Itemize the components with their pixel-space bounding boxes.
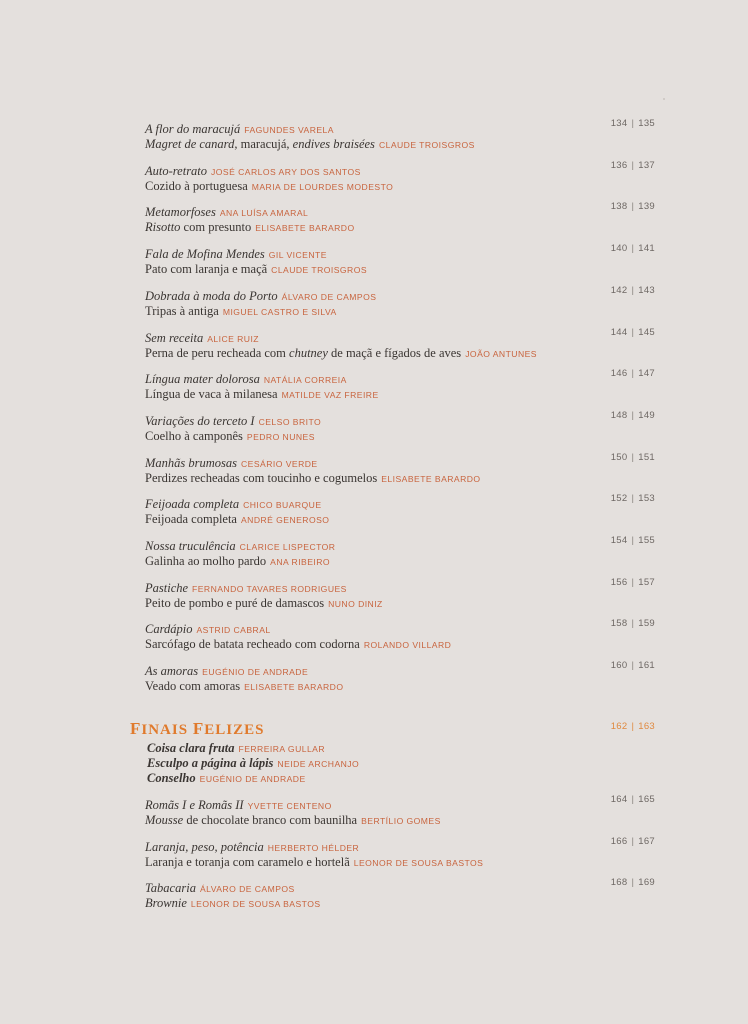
page-left: 142 — [610, 284, 628, 296]
recipe-title-part: de chocolate branco com baunilha — [183, 813, 358, 827]
recipe-author: PEDRO NUNES — [246, 431, 315, 442]
poem-author: GIL VICENTE — [268, 250, 327, 261]
toc-entry — [145, 581, 665, 611]
poem-title: Romãs I e Romãs II — [145, 798, 244, 812]
poem-line — [145, 622, 665, 637]
recipe-author: NUNO DINIZ — [328, 598, 383, 609]
page-numbers — [611, 408, 655, 423]
recipe-title-part: , maracujá, — [234, 137, 293, 151]
page-left: 158 — [610, 618, 628, 630]
page-separator: | — [631, 118, 635, 129]
recipe-line — [145, 512, 665, 527]
page-numbers — [611, 158, 655, 173]
toc-entry — [145, 539, 665, 569]
recipe-author: ELISABETE BARARDO — [381, 473, 481, 484]
page-separator: | — [631, 794, 635, 805]
page-left: 152 — [610, 493, 628, 505]
poem-author: FAGUNDES VARELA — [244, 125, 334, 135]
page-right: 135 — [638, 118, 655, 129]
recipe-title-part: Mousse — [145, 813, 184, 827]
section-poem-title: Conselho — [147, 771, 196, 785]
recipe-author: BERTÍLIO GOMES — [361, 816, 441, 826]
page-separator: | — [631, 835, 635, 847]
poem-line — [145, 205, 665, 220]
recipe-line — [145, 813, 665, 828]
section-poem-title: Coisa clara fruta — [147, 741, 235, 755]
page-left: 156 — [610, 576, 628, 588]
page-left: 148 — [610, 409, 628, 421]
poem-line — [145, 664, 665, 679]
section-poem-list — [147, 741, 359, 786]
section-heading-initial-2: F — [192, 719, 205, 738]
page-numbers — [611, 575, 655, 590]
poem-line — [145, 881, 665, 896]
page-right: 157 — [638, 576, 655, 588]
recipe-author: LEONOR DE SOUSA BASTOS — [190, 899, 321, 909]
recipe-title-part: Feijoada completa — [145, 512, 237, 527]
poem-author: CLARICE LISPECTOR — [239, 542, 336, 552]
recipe-title-part: Tripas à antiga — [145, 303, 219, 318]
poem-author: NATÁLIA CORREIA — [263, 375, 347, 386]
recipe-title-part: Perna de peru recheada com — [145, 345, 290, 360]
section-heading-word-1: INAIS — [141, 722, 189, 738]
recipe-author: CLAUDE TROISGROS — [378, 140, 475, 150]
poem-author: ÁLVARO DE CAMPOS — [281, 291, 377, 302]
poem-line — [145, 581, 665, 596]
page-separator: | — [631, 326, 635, 338]
poem-author: ALICE RUIZ — [207, 333, 259, 344]
page-right: 141 — [638, 243, 655, 255]
page-separator: | — [631, 243, 635, 255]
page-numbers — [611, 616, 655, 631]
recipe-title-part: de maçã e fígados de aves — [327, 345, 462, 360]
toc-entry — [145, 247, 665, 277]
page-left: 134 — [610, 118, 628, 129]
section-poem-author: FERREIRA GULLAR — [238, 744, 326, 754]
poem-title: Metamorfoses — [145, 205, 216, 220]
recipe-title-part: Brownie — [145, 896, 187, 910]
page-separator: | — [631, 493, 635, 505]
poem-author: ASTRID CABRAL — [196, 625, 271, 636]
page-left: 146 — [610, 368, 628, 380]
page-right: 159 — [638, 618, 655, 630]
recipe-author: ELISABETE BARARDO — [255, 223, 355, 234]
toc-entry — [145, 881, 665, 911]
toc-entry — [145, 331, 665, 361]
recipe-line — [145, 855, 665, 870]
page-separator: | — [631, 159, 635, 171]
section-heading — [130, 719, 264, 739]
toc-entry — [145, 456, 665, 486]
page-numbers — [611, 283, 655, 298]
section-poem-author: NEIDE ARCHANJO — [277, 759, 360, 769]
page-numbers — [611, 241, 655, 256]
recipe-line — [145, 387, 665, 402]
recipe-title-part: Cozido à portuguesa — [145, 178, 248, 193]
page-separator: | — [631, 721, 635, 732]
recipe-line — [145, 262, 665, 277]
toc-entry — [145, 414, 665, 444]
recipe-title-part: Pato com laranja e maçã — [145, 262, 268, 277]
page-left: 138 — [610, 201, 628, 213]
recipe-title-part: Perdizes recheadas com toucinho e cogumelos — [145, 470, 378, 485]
page-right: 139 — [638, 201, 655, 213]
page-numbers — [611, 834, 655, 849]
recipe-title-part: com presunto — [180, 220, 252, 235]
recipe-author: ANA RIBEIRO — [270, 557, 331, 567]
page-speck — [663, 98, 665, 100]
poem-title: Manhãs brumosas — [145, 455, 238, 470]
poem-author: FERNANDO TAVARES RODRIGUES — [192, 583, 347, 594]
section-poem-title: Esculpo a página à lápis — [147, 756, 274, 770]
recipe-line — [145, 471, 665, 486]
recipe-line — [145, 346, 665, 361]
section-page-left: 162 — [610, 721, 628, 732]
recipe-author: MATILDE VAZ FREIRE — [281, 390, 379, 401]
poem-author: HERBERTO HÉLDER — [267, 842, 360, 853]
poem-line — [145, 247, 665, 262]
page-right: 153 — [638, 493, 655, 505]
page-right: 143 — [638, 284, 655, 296]
page-separator: | — [631, 409, 635, 421]
poem-title: Sem receita — [145, 330, 204, 345]
page-left: 136 — [610, 159, 628, 171]
recipe-title-part: Magret de canard — [145, 137, 235, 151]
page-left: 150 — [610, 451, 628, 463]
recipe-title-part: chutney — [289, 345, 328, 360]
page-left: 154 — [610, 535, 628, 546]
poem-line — [145, 798, 665, 813]
poem-title: Cardápio — [145, 622, 193, 637]
recipe-line — [145, 896, 665, 911]
toc-entry — [145, 622, 665, 652]
poem-author: ÁLVARO DE CAMPOS — [199, 884, 295, 894]
page-numbers — [611, 116, 655, 131]
recipe-line — [145, 429, 665, 444]
poem-author: CELSO BRITO — [258, 416, 322, 427]
page-separator: | — [631, 284, 635, 296]
poem-author: ANA LUÍSA AMARAL — [219, 208, 309, 219]
section-page-right: 163 — [638, 721, 655, 732]
section-poem — [147, 771, 359, 786]
section-poem-author: EUGÉNIO DE ANDRADE — [199, 774, 306, 784]
poem-line — [145, 497, 665, 512]
page-left: 164 — [610, 794, 628, 805]
page-numbers — [611, 366, 655, 381]
page-separator: | — [631, 660, 635, 672]
page-numbers — [611, 491, 655, 506]
toc-entry — [145, 205, 665, 235]
recipe-line — [145, 220, 665, 235]
recipe-author: MARIA DE LOURDES MODESTO — [251, 181, 394, 192]
recipe-line — [145, 637, 665, 652]
page-separator: | — [631, 201, 635, 213]
recipe-title-part: Veado com amoras — [145, 679, 241, 694]
page-left: 166 — [610, 835, 628, 847]
page-separator: | — [631, 535, 635, 546]
page-left: 168 — [610, 877, 628, 888]
poem-line — [145, 456, 665, 471]
page-numbers — [611, 792, 655, 807]
poem-title: Fala de Mofina Mendes — [145, 247, 265, 262]
poem-line — [145, 414, 665, 429]
page-separator: | — [631, 368, 635, 380]
recipe-title-part: Risotto — [145, 220, 181, 235]
page-right: 165 — [638, 794, 655, 805]
page-numbers — [611, 875, 655, 890]
poem-line — [145, 539, 665, 554]
poem-title: Laranja, peso, potência — [145, 839, 264, 854]
recipe-author: JOÃO ANTUNES — [465, 348, 537, 359]
toc-entry — [145, 840, 665, 870]
page-right: 151 — [638, 451, 655, 463]
page-numbers — [611, 450, 655, 465]
page-right: 167 — [638, 835, 655, 847]
recipe-title-part: Sarcófago de batata recheado com codorna — [145, 637, 360, 652]
poem-author: YVETTE CENTENO — [247, 801, 332, 811]
page-left: 160 — [610, 660, 628, 672]
page-right: 155 — [638, 535, 655, 546]
recipe-line — [145, 304, 665, 319]
recipe-author: ROLANDO VILLARD — [363, 640, 452, 651]
recipe-title-part: Peito de pombo e puré de damascos — [145, 595, 325, 610]
toc-entry — [145, 122, 665, 152]
poem-title: Auto-retrato — [145, 163, 208, 178]
poem-title: A flor do maracujá — [145, 122, 241, 136]
recipe-author: CLAUDE TROISGROS — [271, 265, 368, 276]
recipe-title-part: Língua de vaca à milanesa — [145, 387, 278, 402]
poem-line — [145, 289, 665, 304]
toc-entry — [145, 289, 665, 319]
page-right: 169 — [638, 877, 655, 888]
poem-author: CHICO BUARQUE — [243, 500, 322, 511]
poem-title: Variações do terceto I — [145, 413, 255, 428]
recipe-line — [145, 679, 665, 694]
toc-entry — [145, 372, 665, 402]
recipe-line — [145, 554, 665, 569]
page-right: 137 — [638, 159, 655, 171]
poem-line — [145, 372, 665, 387]
page-right: 149 — [638, 409, 655, 421]
page-numbers — [611, 658, 655, 673]
poem-author: EUGÉNIO DE ANDRADE — [202, 667, 309, 678]
page-right: 145 — [638, 326, 655, 338]
recipe-title-part: Galinha ao molho pardo — [145, 554, 267, 568]
page-separator: | — [631, 618, 635, 630]
page-left: 140 — [610, 243, 628, 255]
section-page-numbers — [611, 721, 655, 732]
section-poem — [147, 756, 359, 771]
poem-author: JOSÉ CARLOS ARY DOS SANTOS — [211, 166, 361, 177]
poem-author: CESÁRIO VERDE — [241, 458, 318, 469]
page-numbers — [611, 533, 655, 548]
poem-title: As amoras — [145, 664, 199, 679]
recipe-author: ANDRÉ GENEROSO — [240, 515, 330, 526]
page-separator: | — [631, 877, 635, 888]
poem-title: Tabacaria — [145, 881, 196, 895]
page-separator: | — [631, 451, 635, 463]
toc-entry — [145, 664, 665, 694]
poem-title: Pastiche — [145, 580, 189, 595]
toc-entry — [145, 497, 665, 527]
poem-title: Nossa truculência — [145, 539, 236, 553]
recipe-line — [145, 137, 665, 152]
poem-line — [145, 164, 665, 179]
recipe-line — [145, 596, 665, 611]
toc-entry — [145, 164, 665, 194]
poem-line — [145, 331, 665, 346]
page-numbers — [611, 199, 655, 214]
section-heading-initial-1: F — [130, 719, 142, 738]
recipe-title-part: endives braisées — [292, 137, 375, 151]
poem-title: Dobrada à moda do Porto — [145, 288, 278, 303]
section-poem — [147, 741, 359, 756]
section-heading-word-2: ELIZES — [204, 722, 265, 738]
recipe-title-part: Laranja e toranja com caramelo e hortelã — [145, 854, 350, 869]
recipe-author: MIGUEL CASTRO E SILVA — [222, 306, 337, 317]
toc-entry — [145, 798, 665, 828]
poem-line — [145, 122, 665, 137]
page-numbers — [611, 325, 655, 340]
recipe-title-part: Coelho à camponês — [145, 428, 243, 443]
page-right: 161 — [638, 660, 655, 672]
recipe-line — [145, 179, 665, 194]
recipe-author: ELISABETE BARARDO — [244, 682, 344, 693]
page-separator: | — [631, 576, 635, 588]
page-right: 147 — [638, 368, 655, 380]
poem-line — [145, 840, 665, 855]
page-left: 144 — [610, 326, 628, 338]
recipe-author: LEONOR DE SOUSA BASTOS — [353, 857, 484, 868]
poem-title: Feijoada completa — [145, 497, 240, 512]
poem-title: Língua mater dolorosa — [145, 372, 260, 387]
